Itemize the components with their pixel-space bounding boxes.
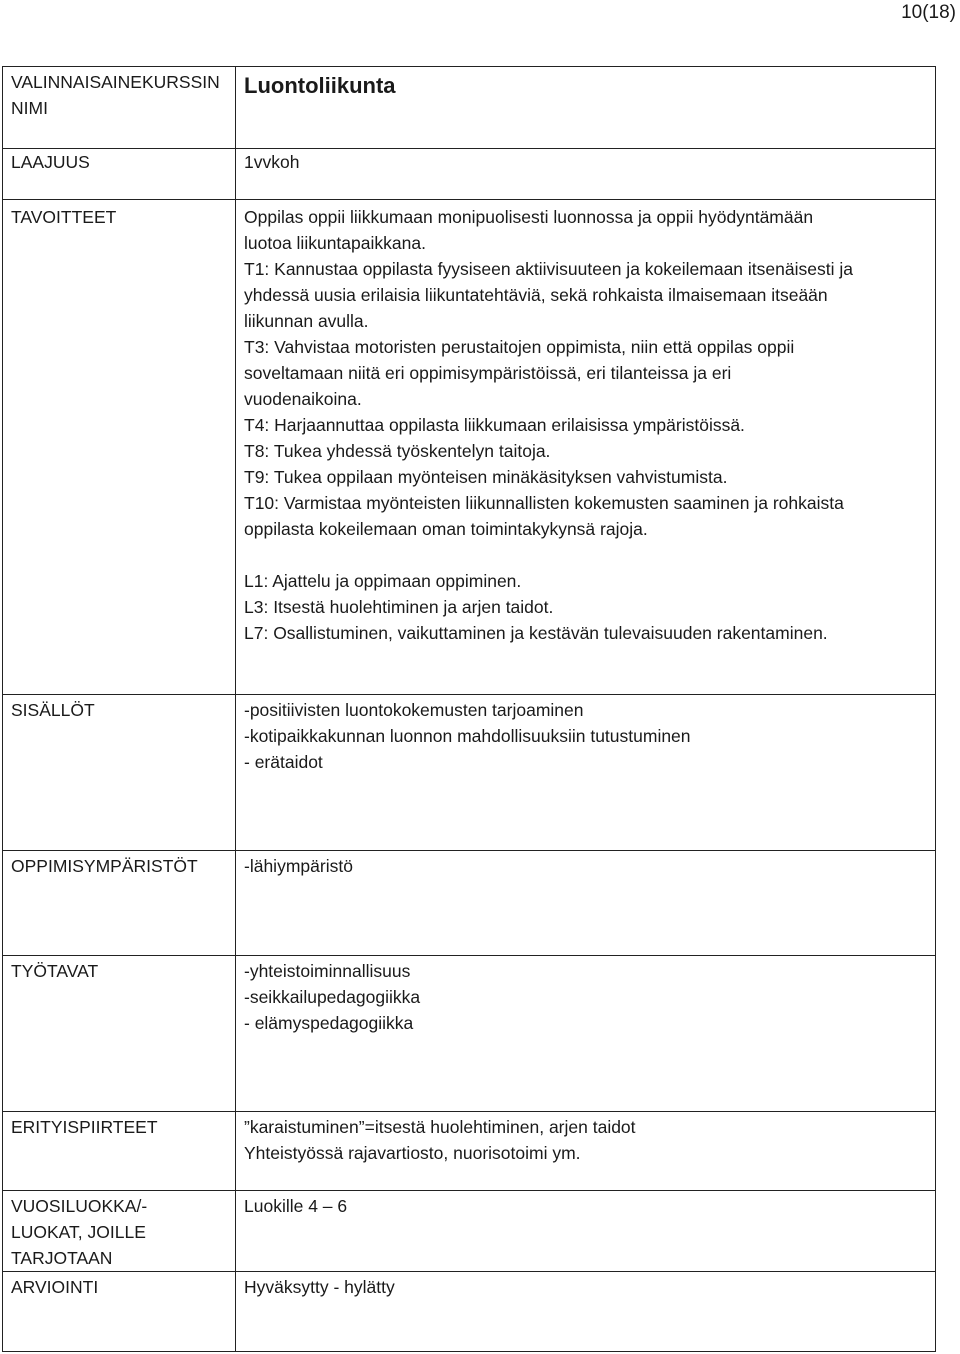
page-number: 10(18) [901,2,956,23]
label-line: ARVIOINTI [11,1277,99,1297]
label-line: NIMI [11,98,48,118]
label-line: TYÖTAVAT [11,961,99,981]
row-environments [3,851,936,956]
method-line: - elämyspedagogiikka [244,1013,414,1033]
label-line: VUOSILUOKKA/- [11,1196,148,1216]
row-grades [3,1191,936,1272]
goal-line: soveltamaan niitä eri oppimisympäristöissä, eri tilanteissa ja eri [244,363,732,383]
value-goals [236,200,936,695]
label-special [3,1112,236,1191]
content-line: -positiivisten luontokokemusten tarjoaminen [244,700,584,720]
value-environments [236,851,936,956]
grades-value: Luokille 4 – 6 [244,1196,348,1216]
row-course-name [3,67,936,149]
value-methods [236,956,936,1112]
environment-line: -lähiympäristö [244,856,353,876]
goal-line: T8: Tukea yhdessä työskentelyn taitoja. [244,441,551,461]
label-environments [3,851,236,956]
label-line: VALINNAISAINEKURSSIN [11,72,220,92]
special-line: Yhteistyössä rajavartiosto, nuorisotoimi ym. [244,1143,581,1163]
label-line: ERITYISPIIRTEET [11,1117,158,1137]
label-line: LUOKAT, JOILLE [11,1222,146,1242]
label-scope [3,149,236,200]
goal-line: T10: Varmistaa myönteisten liikunnallisten kokemusten saaminen ja rohkaista [244,493,844,513]
goal-line: oppilasta kokeilemaan oman toimintakykynsä rajoja. [244,519,648,539]
scope-value: 1vvkoh [244,152,300,172]
row-methods [3,956,936,1112]
row-special [3,1112,936,1191]
label-line: LAAJUUS [11,152,90,172]
label-line: TARJOTAAN [11,1248,113,1268]
competence-line: L1: Ajattelu ja oppimaan oppiminen. [244,571,522,591]
row-assessment [3,1272,936,1352]
label-line: TAVOITTEET [11,207,117,227]
goal-line: vuodenaikoina. [244,389,362,409]
goal-line: T1: Kannustaa oppilasta fyysiseen aktiivisuuteen ja kokeilemaan itsenäisesti ja [244,259,853,279]
goal-line: Oppilas oppii liikkumaan monipuolisesti luonnossa ja oppii hyödyntämään [244,207,814,227]
goal-line: T4: Harjaannuttaa oppilasta liikkumaan erilaisissa ympäristöissä. [244,415,745,435]
value-contents [236,695,936,851]
assessment-value: Hyväksytty - hylätty [244,1277,395,1297]
value-grades [236,1191,936,1272]
competence-line: L3: Itsestä huolehtiminen ja arjen taidot. [244,597,554,617]
label-contents [3,695,236,851]
content-line: -kotipaikkakunnan luonnon mahdollisuuksiin tutustuminen [244,726,691,746]
label-grades [3,1191,236,1272]
row-goals [3,200,936,695]
course-title: Luontoliikunta [244,73,396,98]
label-line: OPPIMISYMPÄRISTÖT [11,856,198,876]
label-line: SISÄLLÖT [11,700,95,720]
content-line: - erätaidot [244,752,323,772]
value-special [236,1112,936,1191]
row-scope [3,149,936,200]
course-description-table [2,66,936,1352]
value-scope [236,149,936,200]
goal-line: liikunnan avulla. [244,311,369,331]
special-line: ”karaistuminen”=itsestä huolehtiminen, arjen taidot [244,1117,636,1137]
label-course-name [3,67,236,149]
value-assessment [236,1272,936,1352]
spacer [244,542,927,568]
label-methods [3,956,236,1112]
goal-line: T9: Tukea oppilaan myönteisen minäkäsityksen vahvistumista. [244,467,728,487]
goal-line: yhdessä uusia erilaisia liikuntatehtäviä, sekä rohkaista ilmaisemaan itseään [244,285,828,305]
value-course-name [236,67,936,149]
goal-line: T3: Vahvistaa motoristen perustaitojen oppimista, niin että oppilas oppii [244,337,795,357]
label-assessment [3,1272,236,1352]
goal-line: luotoa liikuntapaikkana. [244,233,426,253]
label-goals [3,200,236,695]
method-line: -seikkailupedagogiikka [244,987,421,1007]
method-line: -yhteistoiminnallisuus [244,961,411,981]
competence-line: L7: Osallistuminen, vaikuttaminen ja kestävän tulevaisuuden rakentaminen. [244,623,828,643]
row-contents [3,695,936,851]
